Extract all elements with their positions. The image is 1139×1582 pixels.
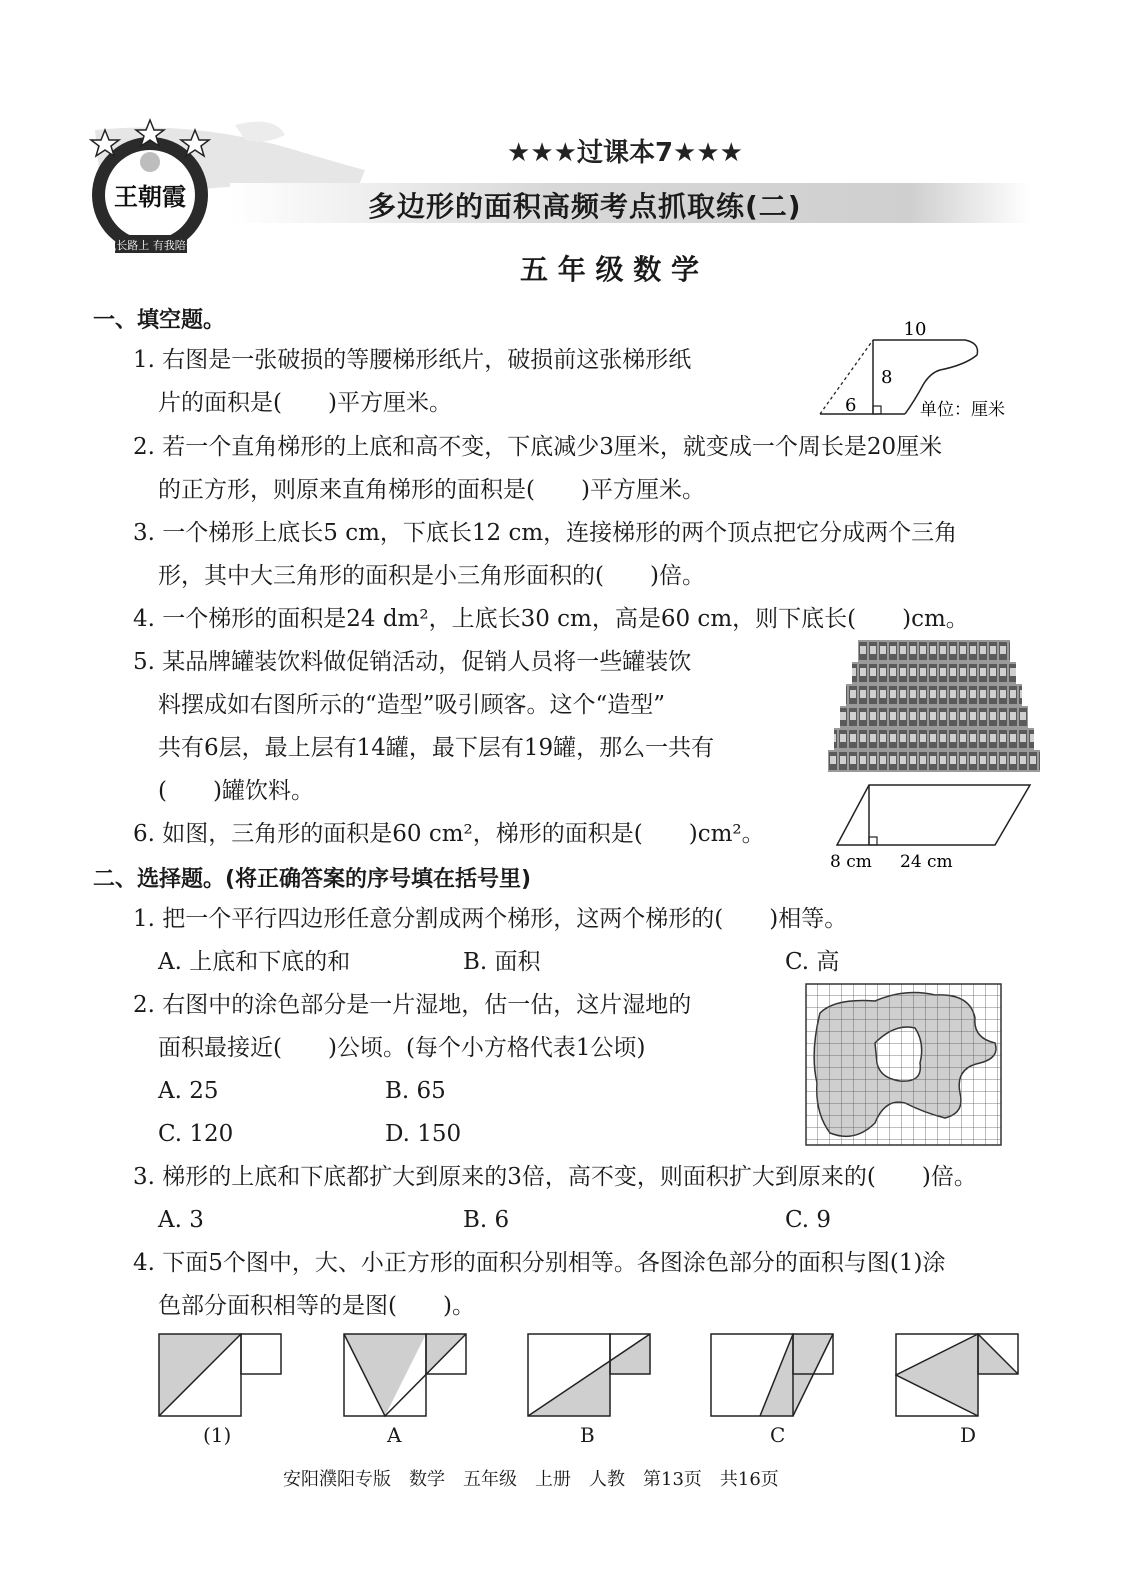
s2-q1-option-c: C. 高 [785,949,840,975]
q2-line2: 的正方形，则原来直角梯形的面积是( )平方厘米。 [158,477,705,503]
s2-q4-label-a: A [387,1423,402,1447]
s2-q3-option-c: C. 9 [785,1207,832,1233]
s2-q2-option-b: B. 65 [385,1078,446,1104]
s2-q2-line1: 2. 右图中的涂色部分是一片湿地，估一估，这片湿地的 [133,992,692,1018]
q1-line1: 1. 右图是一张破损的等腰梯形纸片，破损前这张梯形纸 [133,347,692,373]
s2-q4-line2: 色部分面积相等的是图( )。 [158,1293,475,1319]
q6-left-label: 8 cm [830,852,872,872]
q3-line1: 3. 一个梯形上底长5 cm，下底长12 cm，连接梯形的两个顶点把它分成两个三角 [133,520,958,546]
q1-left-label: 6 [845,395,857,416]
s2-q3-option-a: A. 3 [158,1207,204,1233]
s2-q4-label-1: (1) [203,1423,232,1447]
q1-unit-label: 单位：厘米 [920,400,1005,420]
q5-line2: 料摆成如右图所示的“造型”吸引顾客。这个“造型” [158,692,666,718]
s2-q2-wetland-grid-figure [805,983,1002,1146]
s2-q4-figure-c [710,1333,835,1418]
q5-line1: 5. 某品牌罐装饮料做促销活动，促销人员将一些罐装饮 [133,649,692,675]
section2-heading: 二、选择题。(将正确答案的序号填在括号里) [93,867,532,892]
s2-q2-line2: 面积最接近( )公顷。(每个小方格代表1公顷) [158,1035,646,1061]
logo-text: 王朝霞 [114,182,186,211]
q6-parallelogram-figure [825,780,1040,875]
q1-line2: 片的面积是( )平方厘米。 [158,390,452,416]
s2-q4-label-b: B [580,1423,595,1447]
q5-can-stack-figure [828,640,1040,772]
page-footer: 安阳濮阳专版 数学 五年级 上册 人教 第13页 共16页 [283,1469,779,1490]
page-subtitle: 五 年 级 数 学 [520,253,699,286]
q1-top-label: 10 [903,319,927,340]
s2-q4-figure-1 [158,1333,283,1418]
q2-line1: 2. 若一个直角梯形的上底和高不变，下底减少3厘米，就变成一个周长是20厘米 [133,434,943,460]
s2-q3-option-b: B. 6 [463,1207,510,1233]
q5-line4: ( )罐饮料。 [158,778,314,804]
section1-heading: 一、填空题。 [93,308,226,333]
s2-q4-figure-a [343,1333,468,1418]
s2-q1-option-a: A. 上底和下底的和 [158,949,351,975]
s2-q2-option-d: D. 150 [385,1121,462,1147]
s2-q1-option-b: B. 面积 [463,949,541,975]
q6-line1: 6. 如图，三角形的面积是60 cm²，梯形的面积是( )cm²。 [133,821,765,847]
q6-right-label: 24 cm [900,852,953,872]
s2-q4-label-d: D [960,1423,977,1447]
s2-q2-option-c: C. 120 [158,1121,234,1147]
s2-q4-line1: 4. 下面5个图中，大、小正方形的面积分别相等。各图涂色部分的面积与图(1)涂 [133,1250,946,1276]
s2-q2-option-a: A. 25 [158,1078,219,1104]
q3-line2: 形，其中大三角形的面积是小三角形面积的( )倍。 [158,563,705,589]
s2-q3-line1: 3. 梯形的上底和下底都扩大到原来的3倍，高不变，则面积扩大到原来的( )倍。 [133,1164,977,1190]
logo-slogan: 成长路上 有我陪伴 [105,239,197,252]
s2-q4-figure-d [895,1333,1020,1418]
series-label: ★★★过课本7★★★ [507,138,743,168]
s2-q4-label-c: C [770,1423,786,1447]
s2-q4-figure-b [527,1333,652,1418]
s2-q1-line1: 1. 把一个平行四边形任意分割成两个梯形，这两个梯形的( )相等。 [133,906,848,932]
q5-line3: 共有6层，最上层有14罐，最下层有19罐，那么一共有 [158,735,715,761]
q4-line1: 4. 一个梯形的面积是24 dm²，上底长30 cm，高是60 cm，则下底长( )cm。 [133,606,969,632]
q1-height-label: 8 [881,367,893,388]
page-title: 多边形的面积高频考点抓取练(二) [368,190,802,223]
q1-trapezoid-figure [815,315,1030,425]
